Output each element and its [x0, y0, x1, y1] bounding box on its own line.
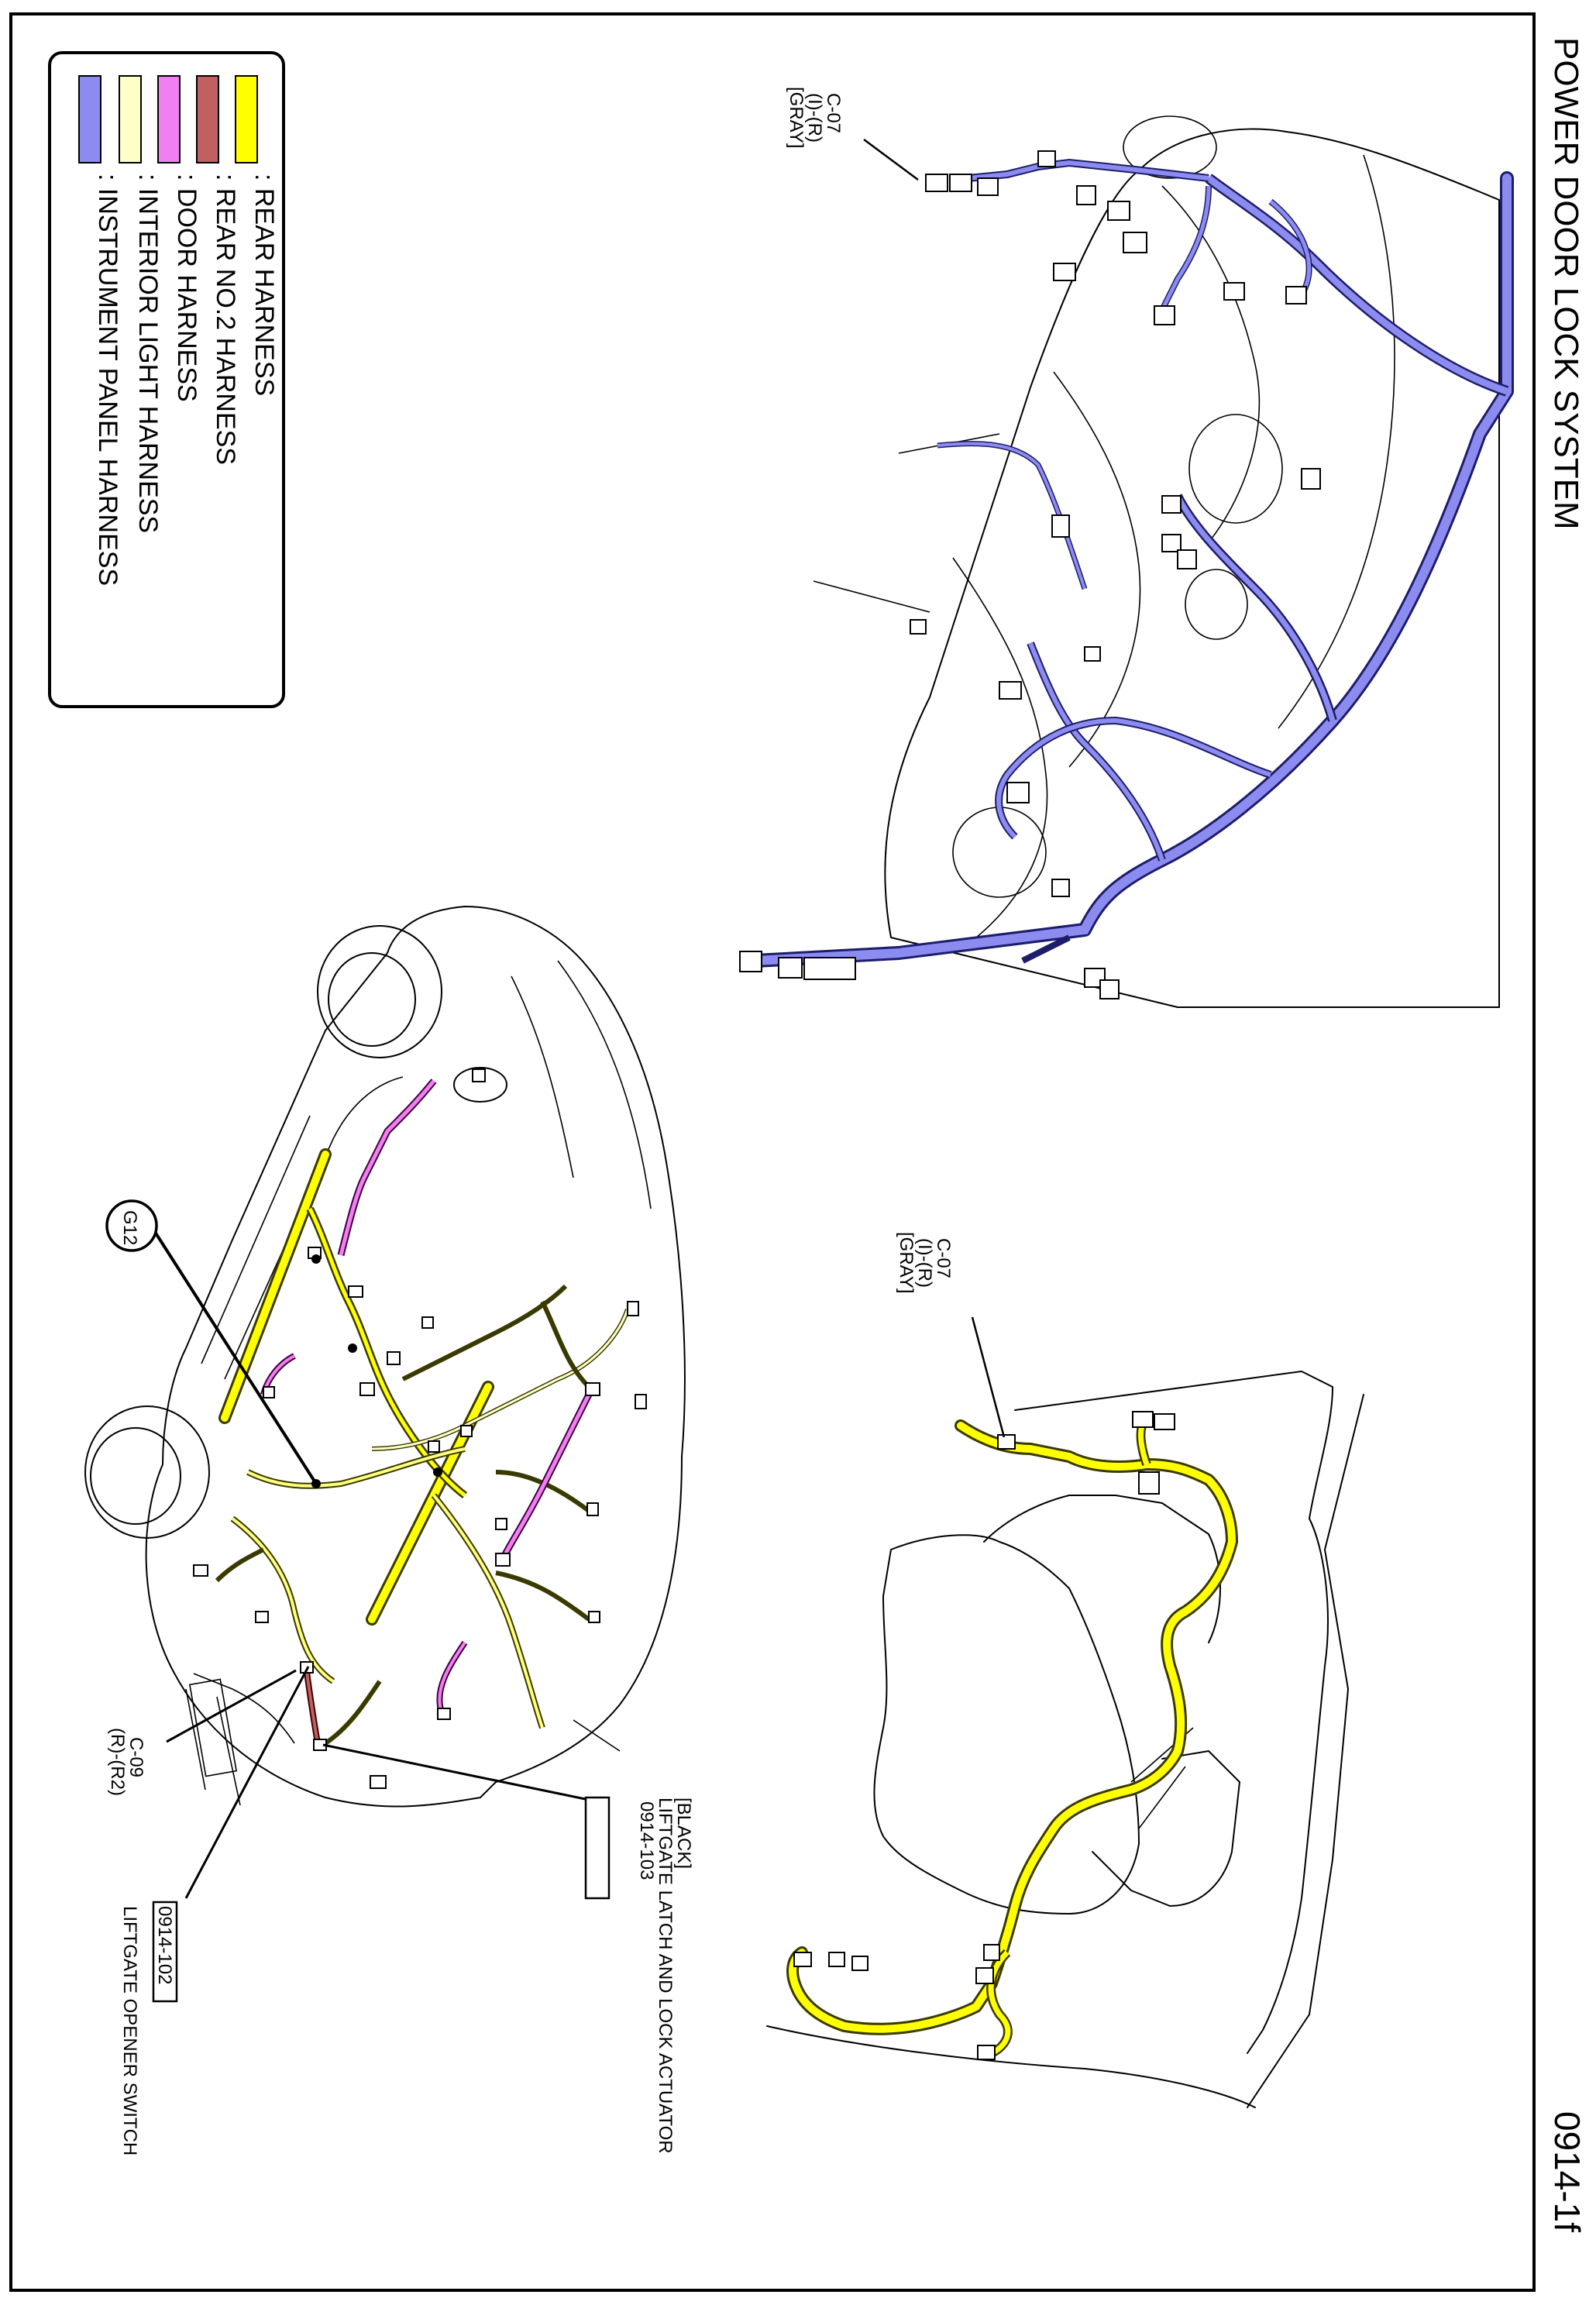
actuator-name: LIFTGATE LATCH AND LOCK ACTUATOR — [655, 1798, 676, 2154]
legend-swatch — [158, 76, 180, 163]
legend-swatch — [79, 76, 101, 163]
c07-floor-label: C-07 — [933, 1238, 954, 1279]
legend-label: : REAR HARNESS — [249, 174, 279, 397]
legend-swatch — [236, 76, 257, 163]
c07-floor-terminals: (I)-(R) — [914, 1238, 935, 1288]
rear-wheel-left — [85, 1406, 209, 1538]
callout-liftgate-opener — [119, 1667, 308, 2155]
c09-label: C-09 — [126, 1737, 146, 1778]
callout-c09 — [107, 1670, 296, 1796]
page-number: 0914-1f — [1547, 2111, 1587, 2233]
page-title: POWER DOOR LOCK SYSTEM — [1547, 37, 1585, 530]
ground-g12-label: G12 — [119, 1210, 140, 1246]
vehicle-body-view — [85, 907, 685, 1807]
floor-harness-view — [767, 1371, 1364, 2107]
actuator-code: 0914-103 — [636, 1801, 657, 1880]
legend-swatch — [197, 76, 218, 163]
callout-g12 — [107, 1201, 316, 1484]
c07-top-color: [GRAY] — [786, 87, 807, 149]
callout-c07-top — [786, 87, 918, 180]
floor-connectors — [794, 1412, 1175, 2059]
legend-label: : DOOR HARNESS — [172, 174, 201, 402]
legend-label: : INSTRUMENT PANEL HARNESS — [93, 174, 122, 587]
instrument-panel-view — [740, 116, 1507, 1007]
c07-floor-color: [GRAY] — [896, 1232, 917, 1294]
c07-top-terminals: (I)-(R) — [804, 93, 825, 143]
c09-terminals: (R)-(R2) — [107, 1728, 128, 1796]
callout-c07-floor — [896, 1232, 1004, 1437]
c07-top-label: C-07 — [823, 93, 844, 134]
floor-panel-outline — [1015, 1371, 1333, 2053]
legend-label: : REAR NO.2 HARNESS — [211, 174, 240, 465]
seat-block — [874, 1535, 1139, 1914]
instrument-panel-harness-trunk-fill — [755, 178, 1507, 961]
rear-wheel-left-hub — [91, 1428, 181, 1524]
legend-label: : INTERIOR LIGHT HARNESS — [133, 174, 163, 534]
opener-code: 0914-102 — [154, 1906, 175, 1985]
opener-name: LIFTGATE OPENER SWITCH — [119, 1906, 140, 2156]
vehicle-connectors — [194, 1069, 646, 1788]
instrument-panel-harness-trunk — [755, 178, 1507, 961]
legend-swatch — [119, 76, 141, 163]
vehicle-body-outline — [146, 907, 685, 1807]
rear-wheel-right-hub — [328, 953, 415, 1046]
actuator-code-box — [586, 1798, 609, 1898]
rear-wheel-right — [318, 926, 442, 1058]
actuator-wire-color: [BLACK] — [673, 1798, 694, 1870]
rear-no2-harness — [306, 1666, 318, 1743]
harness-legend — [50, 53, 284, 707]
